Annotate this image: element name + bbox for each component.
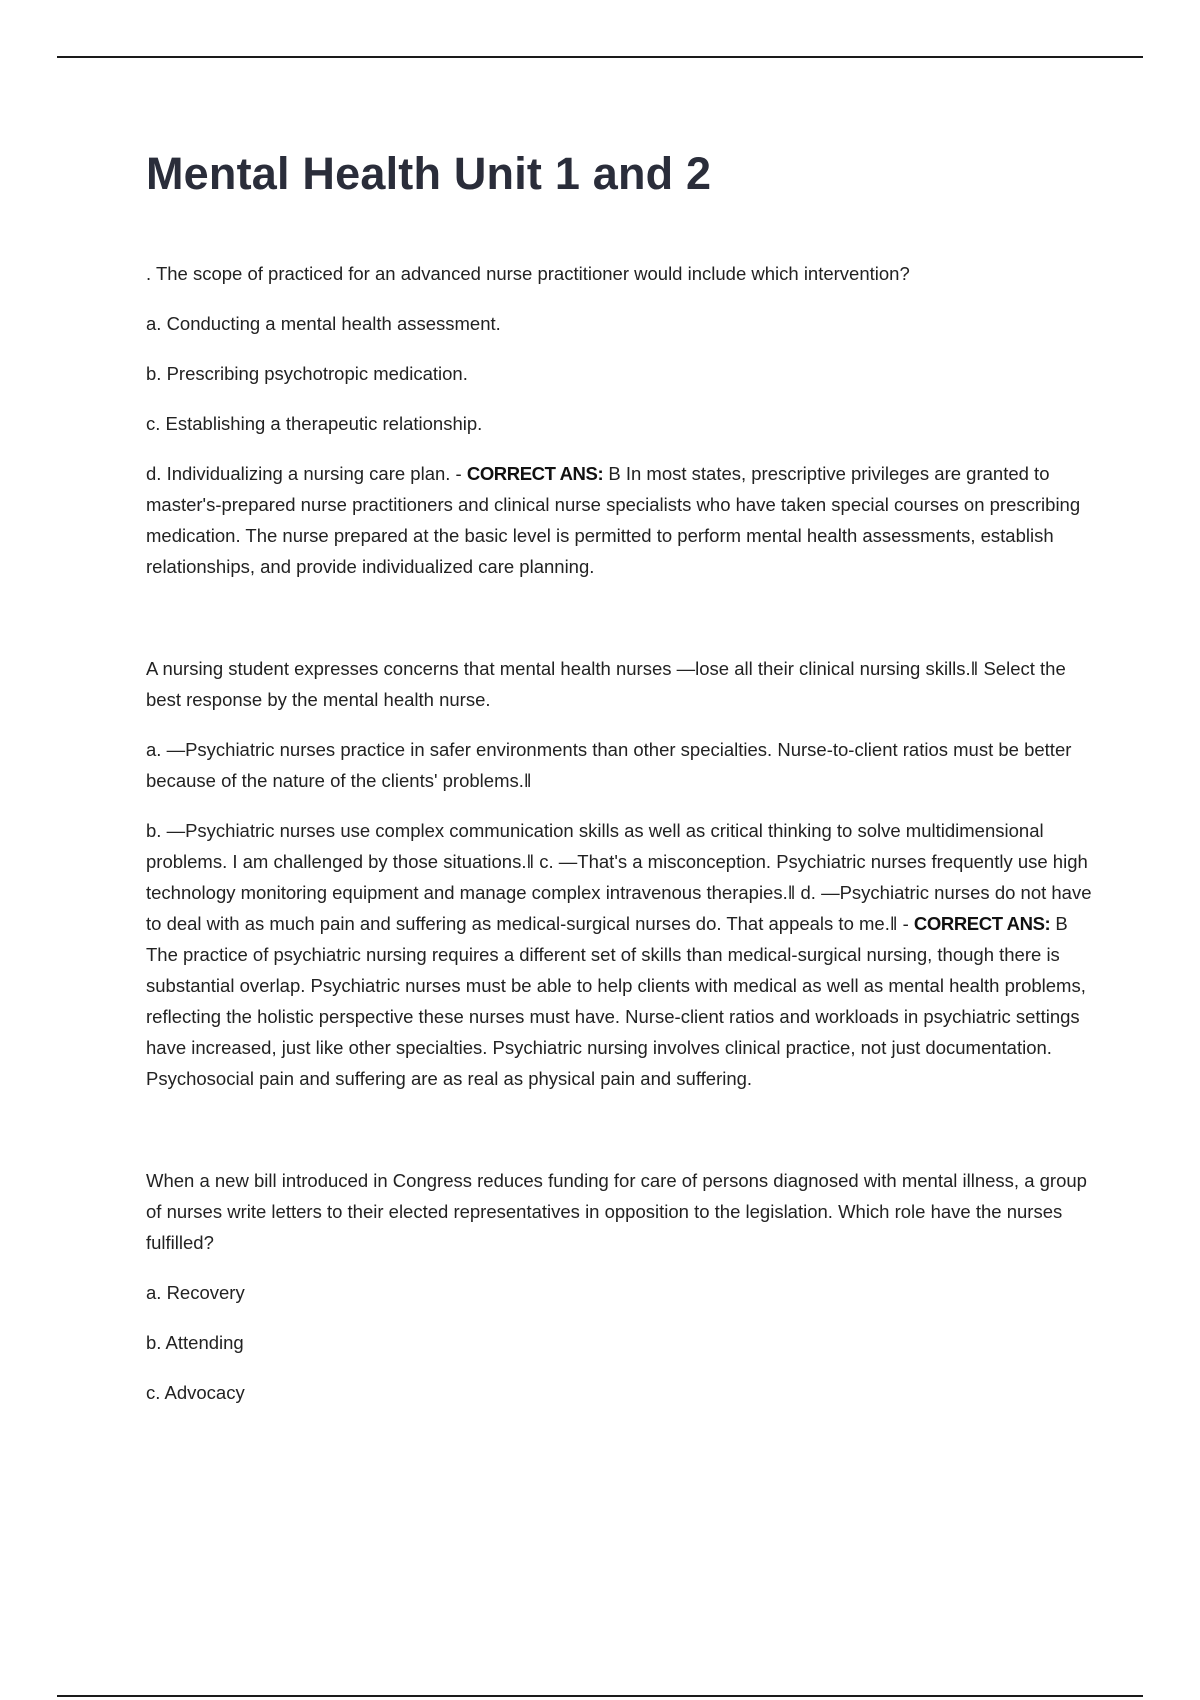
question-1-answer-explanation: B In most states, prescriptive privileges are granted to master's-prepared nurse practitioners and clinical nurse specialists who have taken special courses on prescribing medication. The nurse prepared at the basic level is permitted to perform mental health assessments, establish relationships, and provide individualized care planning.: [146, 463, 1081, 577]
question-1: [146, 258, 1096, 582]
spacer: [146, 601, 1096, 653]
question-2-answer-explanation: B The practice of psychiatric nursing requires a different set of skills than medical-surgical nursing, though there is substantial overlap. Psychiatric nurses must be able to help clients with medical as well as mental health problems, reflecting the holistic perspective these nurses must have. Nurse-client ratios and workloads in psychiatric settings have increased, just like other specialties. Psychiatric nursing involves clinical practice, not just documentation. Psychosocial pain and suffering are as real as physical pain and suffering.: [146, 913, 1086, 1089]
question-2-stem: A nursing student expresses concerns that mental health nurses ―lose all their clinical nursing skills.‖ Select the best response by the mental health nurse.: [146, 658, 1066, 710]
top-divider: [57, 56, 1143, 58]
question-3: [146, 1165, 1096, 1408]
question-1-option-c: c. Establishing a therapeutic relationship.: [146, 413, 483, 434]
bottom-divider: [57, 1695, 1143, 1697]
question-1-stem: . The scope of practiced for an advanced nurse practitioner would include which intervention?: [146, 263, 910, 284]
document-body: [146, 140, 1096, 1427]
question-2-option-a: a. ―Psychiatric nurses practice in safer environments than other specialties. Nurse-to-client ratios must be better because of the nature of the clients' problems.‖: [146, 739, 1072, 791]
question-3-option-a: a. Recovery: [146, 1282, 245, 1303]
document-title: Mental Health Unit 1 and 2: [146, 148, 712, 199]
question-1-option-b: b. Prescribing psychotropic medication.: [146, 363, 468, 384]
spacer: [146, 1113, 1096, 1165]
question-2-answer-label: CORRECT ANS:: [913, 913, 1051, 934]
question-2-options-and-answer: [146, 815, 1096, 1094]
question-3-option-b: b. Attending: [146, 1332, 244, 1353]
question-2-options-bcd: b. ―Psychiatric nurses use complex communication skills as well as critical thinking to solve multidimensional problems. I am challenged by those situations.‖ c. ―That's a misconception. Psychiatric nurses frequently use high technology monitoring equipment and manage complex intravenous therapies.‖ d. ―Psychiatric nurses do not have to deal with as much pain and suffering as medical-surgical nurses do. That appeals to me.‖ -: [146, 820, 1092, 934]
question-3-stem: When a new bill introduced in Congress reduces funding for care of persons diagnosed with mental illness, a group of nurses write letters to their elected representatives in opposition to the legislation. Which role have the nurses fulfilled?: [146, 1170, 1087, 1253]
question-1-option-d: d. Individualizing a nursing care plan. -: [146, 463, 467, 484]
question-1-option-d-and-answer: [146, 458, 1096, 582]
question-3-option-c: c. Advocacy: [146, 1382, 245, 1403]
question-2: [146, 653, 1096, 1094]
question-1-option-a: a. Conducting a mental health assessment.: [146, 313, 501, 334]
question-1-answer-label: CORRECT ANS:: [466, 463, 604, 484]
